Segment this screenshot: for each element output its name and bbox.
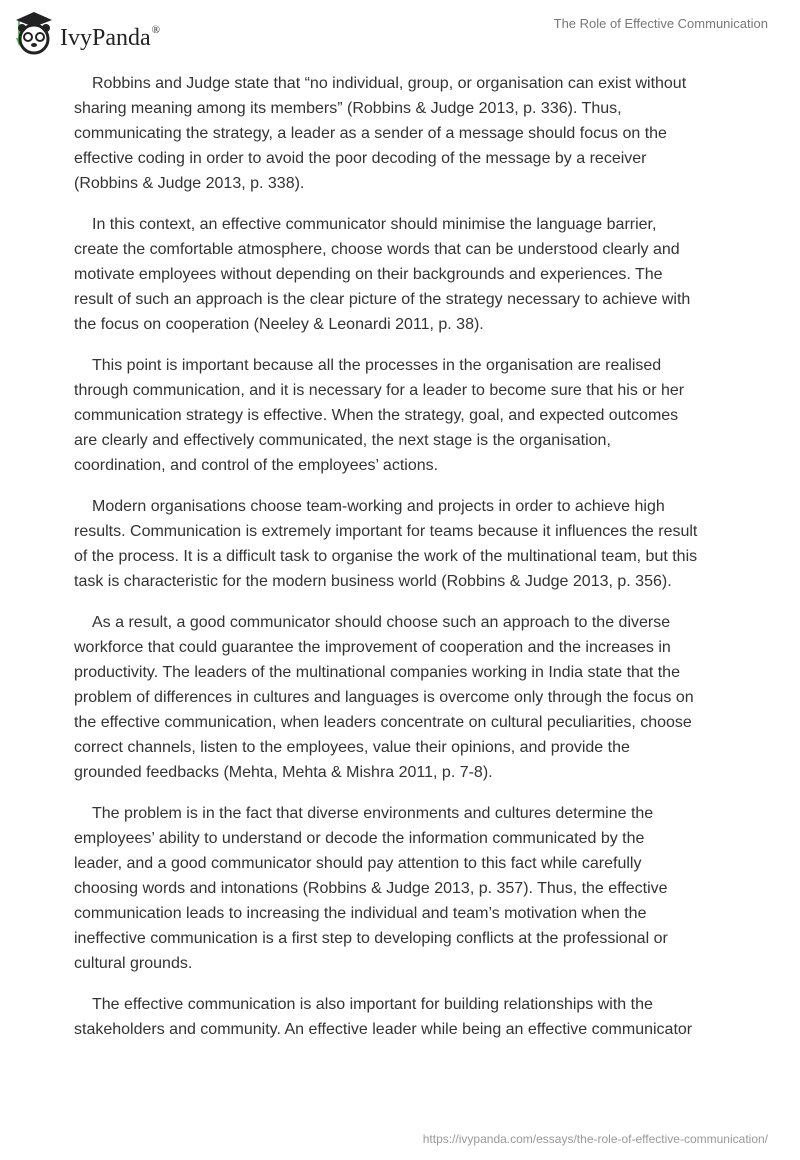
- essay-paragraph: [74, 494, 734, 594]
- paragraph-line: workforce that could guarantee the improvement of cooperation and the increases in: [74, 639, 671, 656]
- paragraph-line: grounded feedbacks (Mehta, Mehta & Mishra 2011, p. 7-8).: [74, 764, 493, 781]
- essay-paragraph: [74, 992, 734, 1042]
- registered-mark: ®: [151, 24, 161, 36]
- paragraph-line: productivity. The leaders of the multinational companies working in India state that the: [74, 664, 680, 681]
- paragraph-line: correct channels, listen to the employees, value their opinions, and provide the: [74, 739, 630, 756]
- essay-paragraph: [74, 71, 734, 196]
- paragraph-line: Robbins and Judge state that “no individual, group, or organisation can exist without: [92, 75, 687, 92]
- essay-paragraph: [74, 801, 734, 976]
- paragraph-line: result of such an approach is the clear picture of the strategy necessary to achieve with: [74, 291, 691, 308]
- panda-graduate-icon: [12, 8, 56, 56]
- paragraph-line: communication leads to increasing the individual and team’s motivation when the: [74, 905, 647, 922]
- paragraph-line: coordination, and control of the employees’ actions.: [74, 457, 439, 474]
- paragraph-line: results. Communication is extremely important for teams because it influences the result: [74, 523, 698, 540]
- essay-body: [74, 71, 734, 1058]
- essay-paragraph: [74, 212, 734, 337]
- paragraph-line: (Robbins & Judge 2013, p. 338).: [74, 175, 305, 192]
- paragraph-line: leader, and a good communicator should pay attention to this fact while carefully: [74, 855, 642, 872]
- paragraph-line: through communication, and it is necessary for a leader to become sure that his or her: [74, 382, 685, 399]
- paragraph-line: ineffective communication is a first step to developing conflicts at the professional or: [74, 930, 668, 947]
- paragraph-line: stakeholders and community. An effective leader while being an effective communicator: [74, 1021, 693, 1038]
- paragraph-line: problem of differences in cultures and languages is overcome only through the focus on: [74, 689, 694, 706]
- document-title: The Role of Effective Communication: [553, 16, 768, 31]
- paragraph-line: the focus on cooperation (Neeley & Leonardi 2011, p. 38).: [74, 316, 484, 333]
- paragraph-line: of the process. It is a difficult task to organise the work of the multinational team, but this: [74, 548, 698, 565]
- paragraph-line: communicating the strategy, a leader as a sender of a message should focus on the: [74, 125, 667, 142]
- paragraph-line: sharing meaning among its members” (Robbins & Judge 2013, p. 336). Thus,: [74, 100, 622, 117]
- paragraph-line: the effective communication, when leaders concentrate on cultural peculiarities, choose: [74, 714, 692, 731]
- logo-text: IvyPanda: [60, 25, 151, 51]
- paragraph-line: effective coding in order to avoid the poor decoding of the message by a receiver: [74, 150, 647, 167]
- paragraph-line: cultural grounds.: [74, 955, 193, 972]
- paragraph-line: The effective communication is also important for building relationships with the: [92, 996, 653, 1013]
- paragraph-line: communication strategy is effective. When the strategy, goal, and expected outcomes: [74, 407, 679, 424]
- source-url[interactable]: https://ivypanda.com/essays/the-role-of-effective-communication/: [422, 1132, 768, 1146]
- paragraph-line: In this context, an effective communicator should minimise the language barrier,: [92, 216, 657, 233]
- paragraph-line: The problem is in the fact that diverse environments and cultures determine the: [92, 805, 654, 822]
- paragraph-line: As a result, a good communicator should choose such an approach to the diverse: [92, 614, 671, 631]
- ivypanda-logo[interactable]: [12, 8, 160, 56]
- paragraph-line: This point is important because all the processes in the organisation are realised: [92, 357, 662, 374]
- essay-paragraph: [74, 610, 734, 785]
- paragraph-line: task is characteristic for the modern business world (Robbins & Judge 2013, p. 356).: [74, 573, 672, 590]
- paragraph-line: choosing words and intonations (Robbins & Judge 2013, p. 357). Thus, the effective: [74, 880, 668, 897]
- paragraph-line: Modern organisations choose team-working and projects in order to achieve high: [92, 498, 665, 515]
- essay-paragraph: [74, 353, 734, 478]
- paragraph-line: employees’ ability to understand or decode the information communicated by the: [74, 830, 645, 847]
- paragraph-line: create the comfortable atmosphere, choose words that can be understood clearly and: [74, 241, 680, 258]
- paragraph-line: are clearly and effectively communicated, the next stage is the organisation,: [74, 432, 611, 449]
- paragraph-line: motivate employees without depending on their backgrounds and experiences. The: [74, 266, 663, 283]
